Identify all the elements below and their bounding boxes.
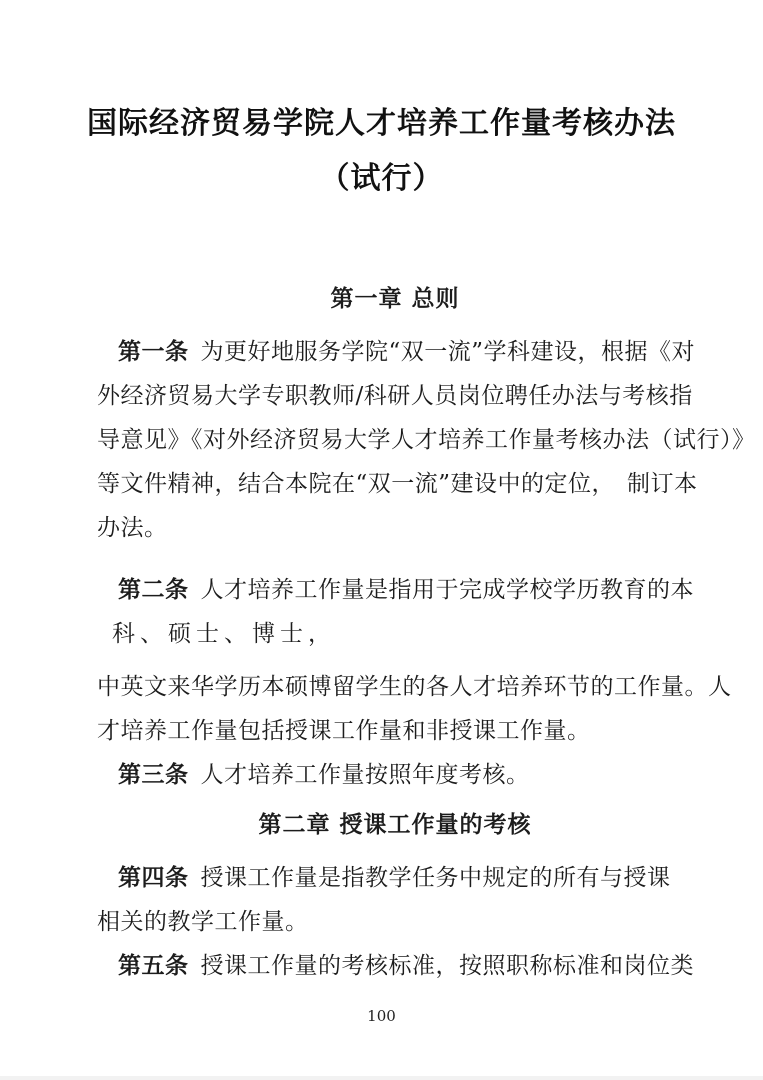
paragraph-line: 外经济贸易大学专职教师/科研人员岗位聘任办法与考核指	[97, 383, 693, 409]
document-title-line-1: 国际经济贸易学院人才培养工作量考核办法	[87, 106, 676, 141]
article-text: 人才培养工作量按照年度考核。	[200, 762, 530, 788]
page-number: 100	[367, 1007, 396, 1025]
article-line	[97, 753, 693, 797]
document-title	[0, 0, 763, 203]
paragraph-line: 办法。	[97, 515, 168, 541]
page-footer	[0, 1006, 763, 1025]
paragraph-line: 等文件精神，结合本院在“双一流”建设中的定位， 制订本	[97, 471, 698, 497]
chapter-heading: 第一章 总则	[330, 285, 460, 312]
article-label: 第三条	[118, 761, 189, 788]
paragraph-line: 导意见》《对外经济贸易大学人才培养工作量考核办法（试行）》	[97, 427, 756, 453]
document-title-line-2: （试行）	[319, 161, 444, 196]
article-label: 第一条	[118, 338, 189, 365]
article-label: 第四条	[118, 864, 189, 891]
article-text: 人才培养工作量是指用于完成学校学历教育的本	[200, 577, 694, 603]
paragraph-line: 才培养工作量包括授课工作量和非授课工作量。	[97, 718, 591, 744]
page-bottom-edge	[0, 1076, 763, 1080]
article-text: 授课工作量的考核标准，按照职称标准和岗位类	[200, 953, 694, 979]
article-line	[97, 944, 693, 988]
article-label: 第二条	[118, 576, 189, 603]
paragraph-line: 中英文来华学历本硕博留学生的各人才培养环节的工作量。人	[97, 674, 732, 700]
article-line	[97, 330, 696, 374]
article-line	[97, 856, 693, 900]
article-line	[97, 568, 693, 612]
paragraph-line: 科、硕士、博士，	[112, 621, 336, 647]
paragraph-line: 相关的教学工作量。	[97, 909, 309, 935]
article-text: 为更好地服务学院“双一流”学科建设，根据《对	[200, 339, 696, 365]
document-body	[97, 277, 756, 988]
chapter-heading: 第二章 授课工作量的考核	[258, 811, 532, 838]
article-label: 第五条	[118, 952, 189, 979]
article-text: 授课工作量是指教学任务中规定的所有与授课	[200, 865, 671, 891]
